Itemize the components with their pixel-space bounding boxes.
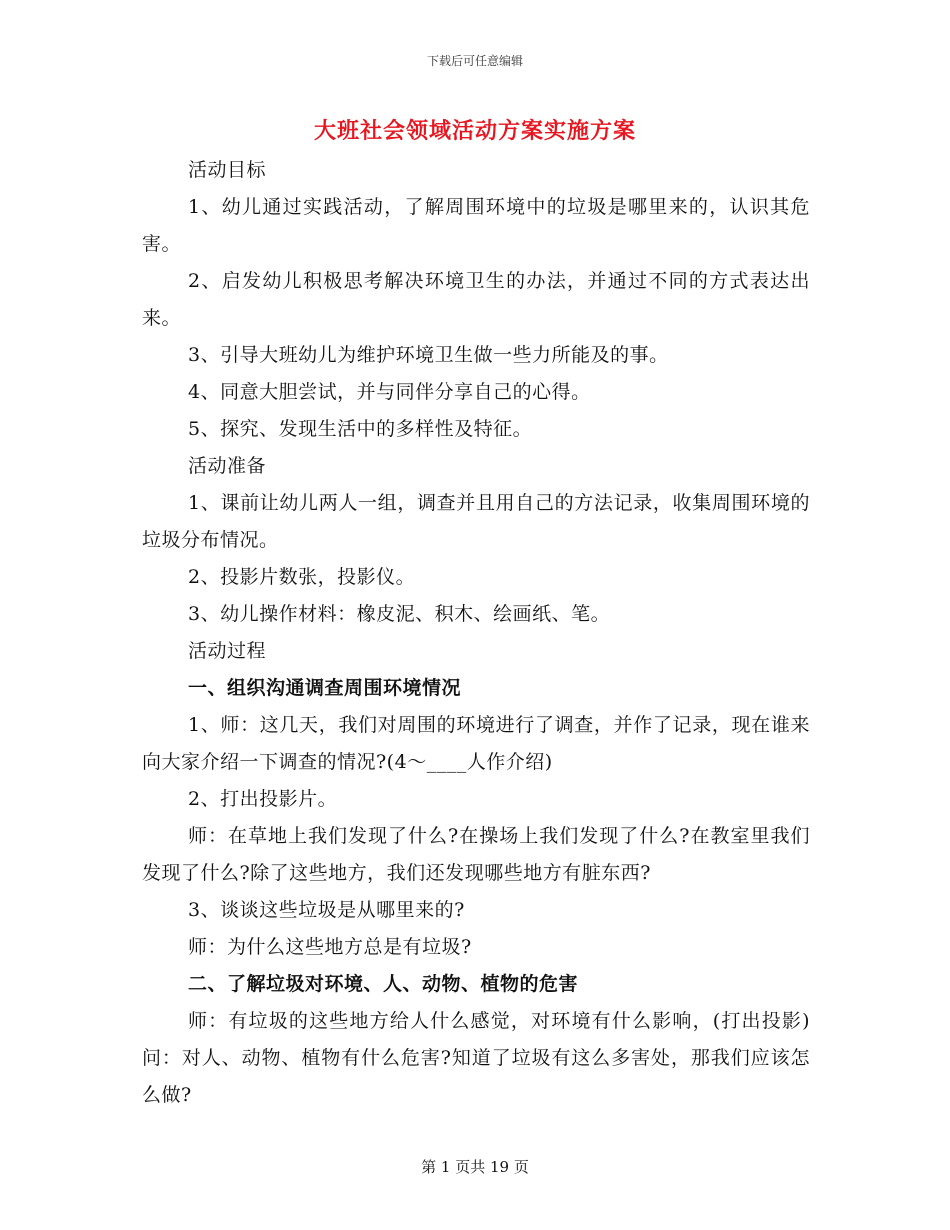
paragraph: 4、同意大胆尝试，并与同伴分享自己的心得。 (188, 381, 591, 403)
paragraph: 1、课前让幼儿两人一组，调查并且用自己的方法记录，收集周围环境的垃圾分布情况。 (142, 492, 810, 551)
section-heading: 二、了解垃圾对环境、人、动物、植物的危害 (188, 973, 579, 995)
paragraph-heading-goals: 活动目标 (188, 159, 267, 181)
paragraph: 3、引导大班幼儿为维护环境卫生做一些力所能及的事。 (188, 344, 669, 366)
paragraph: 师：为什么这些地方总是有垃圾? (188, 936, 472, 958)
page-footer: 第 1 页共 19 页 (421, 1158, 529, 1176)
page-header: 下载后可任意编辑 (426, 54, 523, 68)
paragraph: 1、幼儿通过实践活动，了解周围环境中的垃圾是哪里来的，认识其危害。 (142, 196, 810, 255)
document-title: 大班社会领域活动方案实施方案 (313, 118, 636, 144)
section-heading: 一、组织沟通调查周围环境情况 (188, 677, 462, 699)
paragraph: 3、幼儿操作材料：橡皮泥、积木、绘画纸、笔。 (188, 603, 611, 625)
paragraph-heading-preparation: 活动准备 (188, 455, 267, 477)
document-body (142, 152, 810, 1114)
paragraph: 师：在草地上我们发现了什么?在操场上我们发现了什么?在教室里我们发现了什么?除了这些地方，我们还发现哪些地方有脏东西? (142, 825, 810, 884)
paragraph: 2、启发幼儿积极思考解决环境卫生的办法，并通过不同的方式表达出来。 (142, 270, 810, 329)
paragraph: 1、师：这几天，我们对周围的环境进行了调查，并作了记录，现在谁来向大家介绍一下调查的情况?(4～____人作介绍) (142, 714, 810, 773)
paragraph: 2、投影片数张，投影仪。 (188, 566, 416, 588)
paragraph: 师：有垃圾的这些地方给人什么感觉，对环境有什么影响，(打出投影)问：对人、动物、植物有什么危害?知道了垃圾有这么多害处，那我们应该怎么做? (142, 1010, 810, 1106)
paragraph: 2、打出投影片。 (188, 788, 338, 810)
paragraph-heading-process: 活动过程 (188, 640, 267, 662)
paragraph: 5、探究、发现生活中的多样性及特征。 (188, 418, 533, 440)
paragraph: 3、谈谈这些垃圾是从哪里来的? (188, 899, 465, 921)
